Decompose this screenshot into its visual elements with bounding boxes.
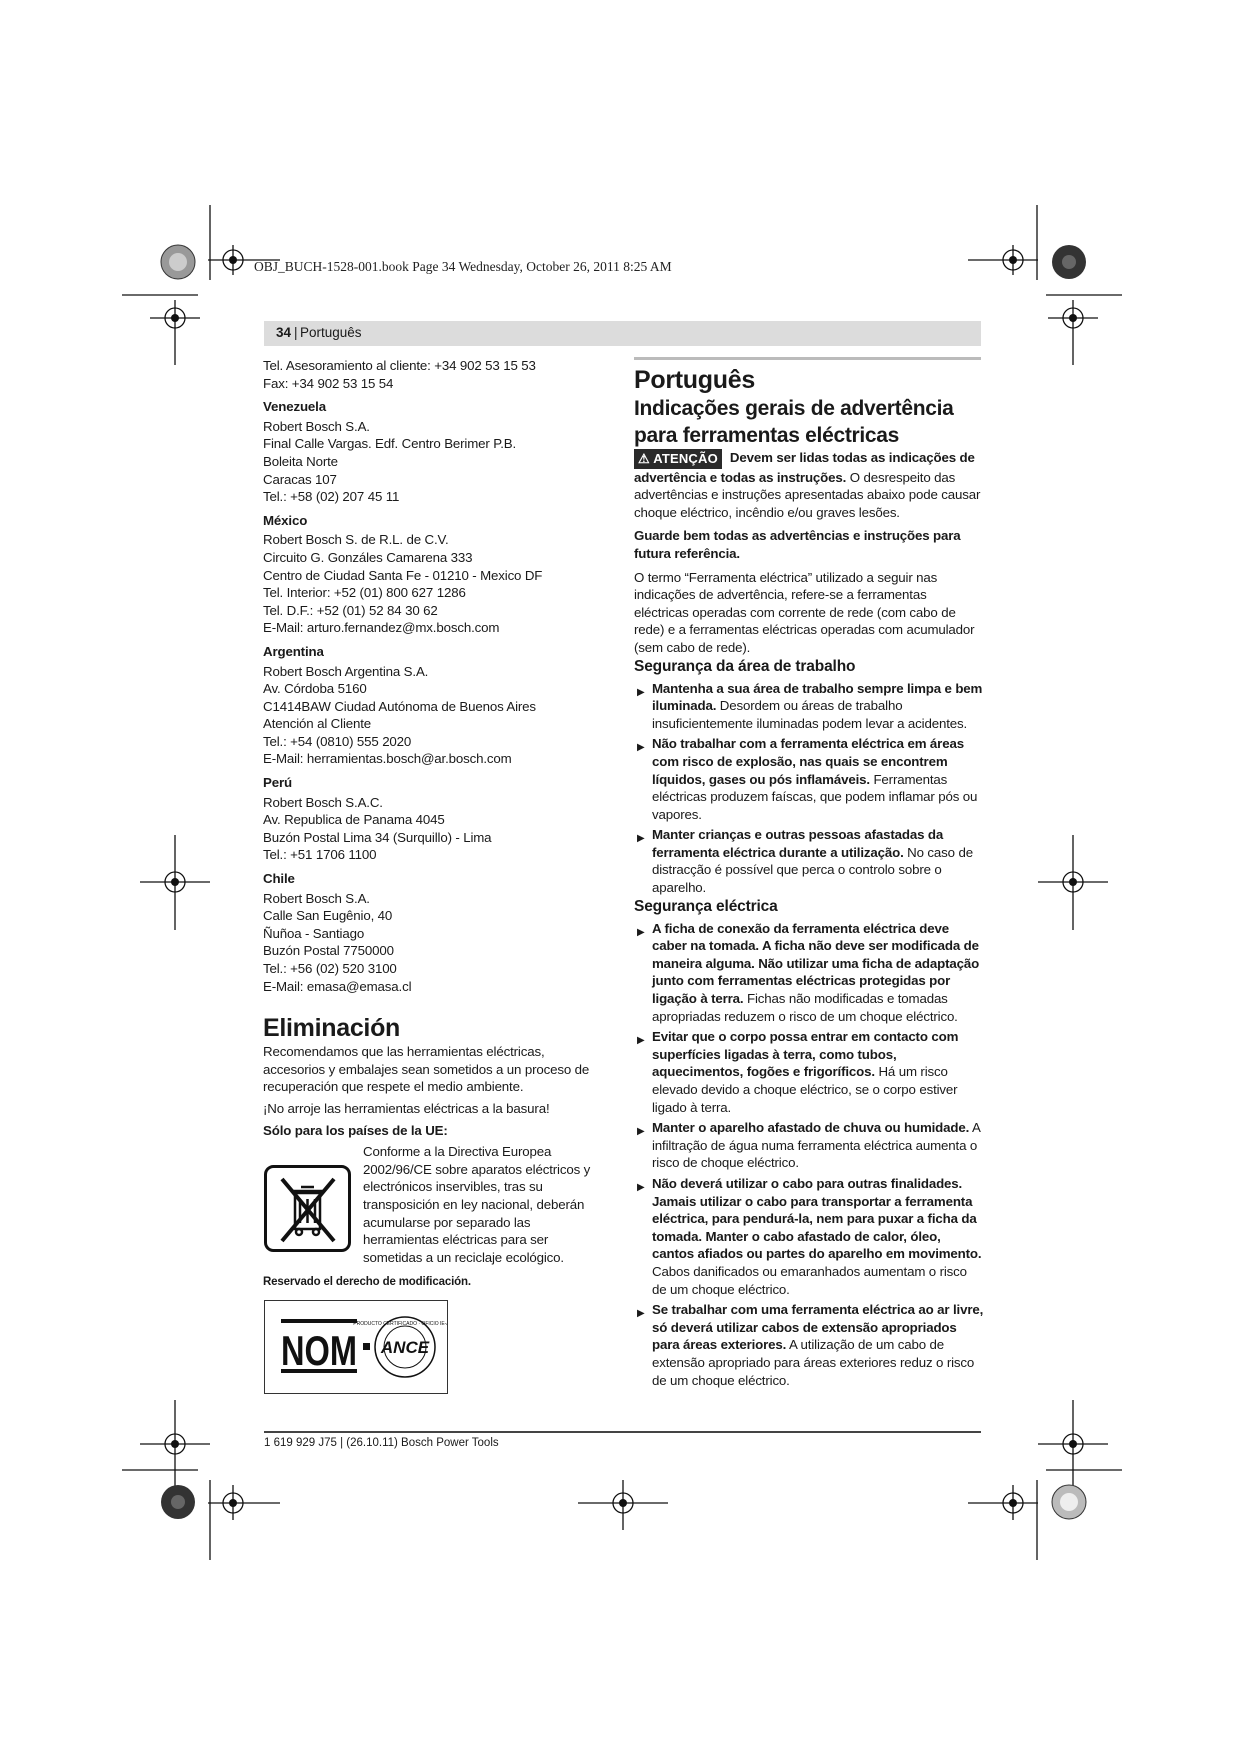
- list-item: [634, 826, 984, 896]
- address-line: Robert Bosch S.A.: [263, 890, 370, 906]
- list-item-text: Desordem ou áreas de trabalho insuficientemente iluminadas podem levar a acidentes.: [652, 698, 968, 731]
- weee-directive-text: Conforme a la Directiva Europea 2002/96/CE sobre aparatos eléctricos y electrónicos inservibles, tras su transposición en ley nacional, deberán acumularse por separado las herramientas eléctricas para ser sometidas a un reciclaje ecológico.: [363, 1144, 591, 1265]
- country-heading-peru: Perú: [263, 775, 292, 791]
- list-item-text: A infiltração de água numa ferramenta eléctrica aumenta o risco de choque eléctrico.: [652, 1120, 980, 1171]
- list-item-text: Há um risco elevado devido a choque eléctrico, se o corpo estiver ligado à terra.: [652, 1064, 958, 1115]
- header-language: Português: [300, 325, 362, 340]
- bullet-triangle-icon: ▶: [637, 742, 645, 754]
- page-title: Português: [634, 366, 755, 394]
- address-line: C1414BAW Ciudad Autónoma de Buenos Aires: [263, 698, 536, 714]
- nom-logo-graphic: [265, 1301, 447, 1393]
- warning-badge: [634, 449, 722, 469]
- address-line: Tel. D.F.: +52 (01) 52 84 30 62: [263, 602, 438, 618]
- address-line: Robert Bosch S. de R.L. de C.V.: [263, 532, 449, 548]
- nom-ance-certification-logo: [264, 1300, 448, 1394]
- warning-bold-text: Devem ser lidas todas as indicações de advertência e todas as instruções.: [634, 450, 975, 485]
- section-title: Indicações gerais de advertência para ferramentas eléctricas: [634, 397, 954, 447]
- list-item-bold: Manter crianças e outras pessoas afastadas da ferramenta eléctrica durante a utilização.: [652, 827, 944, 860]
- address-line: E-Mail: herramientas.bosch@ar.bosch.com: [263, 751, 512, 767]
- warning-label: ATENÇÃO: [653, 451, 718, 466]
- ance-ring-text: PRODUCTO CERTIFICADO · OFICIO IE-ADE: [353, 1321, 447, 1327]
- warning-body-text: O desrespeito das advertências e instruções apresentadas abaixo pode causar choque eléctrico, incêndio e/ou graves lesões.: [634, 469, 981, 520]
- country-heading-venezuela: Venezuela: [263, 399, 326, 415]
- list-item-bold: A ficha de conexão da ferramenta eléctrica deve caber na tomada. A ficha não deve ser modificada de maneira alguma. Não utilizar uma ficha de adaptação junto com ferramentas eléctricas protegidas por ligação à terra.: [652, 920, 980, 1007]
- text-line: Fax: +34 902 53 15 54: [263, 375, 394, 391]
- bullet-triangle-icon: ▶: [637, 686, 645, 698]
- address-line: Av. Republica de Panama 4045: [263, 812, 445, 828]
- print-slug: OBJ_BUCH-1528-001.book Page 34 Wednesday, October 26, 2011 8:25 AM: [254, 259, 672, 274]
- list-item: [634, 1119, 984, 1172]
- reserved-rights: Reservado el derecho de modificación.: [263, 1276, 471, 1289]
- address-line: E-Mail: emasa@emasa.cl: [263, 978, 412, 994]
- footer-rule: [264, 1431, 981, 1433]
- address-line: Robert Bosch S.A.: [263, 418, 370, 434]
- address-line: Atención al Cliente: [263, 716, 372, 732]
- list-item: [634, 920, 984, 1026]
- address-line: Circuito G. Gonzáles Camarena 333: [263, 549, 473, 565]
- page-number: 34: [276, 325, 292, 340]
- list-item-bold: Evitar que o corpo possa entrar em contacto com superfícies ligadas à terra, como tubos, aquecimentos, fogões e frigoríficos.: [652, 1029, 959, 1080]
- eu-only-label: Sólo para los países de la UE:: [263, 1122, 448, 1138]
- keep-instructions: Guarde bem todas as advertências e instruções para futura referência.: [634, 528, 961, 561]
- bullet-triangle-icon: ▶: [637, 833, 645, 845]
- address-line: Boleita Norte: [263, 453, 338, 469]
- bullet-triangle-icon: ▶: [637, 1126, 645, 1138]
- subsection-electrical: Segurança eléctrica: [634, 897, 778, 915]
- address-line: Calle San Eugênio, 40: [263, 908, 393, 924]
- list-item-text: Cabos danificados ou emaranhados aumentam o risco de um choque eléctrico.: [652, 1263, 967, 1297]
- address-line: Buzón Postal Lima 34 (Surquillo) - Lima: [263, 829, 492, 845]
- right-column: [634, 357, 984, 1389]
- address-line: E-Mail: arturo.fernandez@mx.bosch.com: [263, 620, 500, 636]
- list-item: [634, 680, 984, 733]
- page-header: [264, 321, 981, 346]
- address-line: Robert Bosch S.A.C.: [263, 794, 383, 810]
- bullet-triangle-icon: ▶: [637, 926, 645, 938]
- address-line: Buzón Postal 7750000: [263, 943, 394, 959]
- country-heading-mexico: México: [263, 512, 308, 528]
- subsection-work-area: Segurança da área de trabalho: [634, 657, 856, 675]
- bullet-triangle-icon: ▶: [637, 1035, 645, 1047]
- list-item-bold: Manter o aparelho afastado de chuva ou humidade.: [652, 1120, 970, 1136]
- list-item-text: Fichas não modificadas e tomadas apropriadas reduzem o risco de um choque eléctrico.: [652, 991, 958, 1024]
- list-item-text: No caso de distracção é possível que perca o controlo sobre o aparelho.: [652, 844, 973, 896]
- text-line: Tel. Asesoramiento al cliente: +34 902 53 15 53: [263, 358, 536, 373]
- list-item: [634, 1175, 984, 1298]
- address-line: Ñuñoa - Santiago: [263, 925, 365, 941]
- term-definition: O termo “Ferramenta eléctrica” utilizado a seguir nas indicações de advertência, refere-se a ferramentas eléctricas operadas com corrente de rede (com cabo de rede) e a ferramentas eléctricas operadas com acumulador (sem cabo de rede).: [634, 569, 975, 655]
- address-line: Final Calle Vargas. Edf. Centro Berimer P.B.: [263, 436, 517, 452]
- address-line: Tel.: +58 (02) 207 45 11: [263, 489, 400, 505]
- list-item-text: A utilização de um cabo de extensão apropriado para áreas exteriores reduz o risco de um choque eléctrico.: [652, 1337, 975, 1388]
- disposal-paragraph: Recomendamos que las herramientas eléctricas, accesorios y embalajes sean sometidos a un proceso de recuperación que respete el medio ambiente.: [263, 1044, 590, 1095]
- address-line: Av. Córdoba 5160: [263, 681, 367, 697]
- address-line: Centro de Ciudad Santa Fe - 01210 - Mexico DF: [263, 567, 543, 583]
- warning-paragraph: [634, 449, 984, 521]
- disposal-warning: ¡No arroje las herramientas eléctricas a la basura!: [263, 1100, 550, 1116]
- ance-text: ANCE: [380, 1338, 430, 1357]
- weee-bin-icon: [264, 1165, 351, 1252]
- nom-text: NOM: [281, 1327, 357, 1374]
- country-heading-argentina: Argentina: [263, 643, 324, 659]
- list-item: [634, 1028, 984, 1116]
- address-line: Tel.: +56 (02) 520 3100: [263, 961, 397, 976]
- bullet-triangle-icon: ▶: [637, 1308, 645, 1320]
- page-footer: 1 619 929 J75 | (26.10.11) Bosch Power Tools: [264, 1437, 499, 1449]
- address-line: Tel.: +51 1706 1100: [263, 847, 377, 863]
- list-item-bold: Não deverá utilizar o cabo para outras finalidades. Jamais utilizar o cabo para transportar a ferramenta eléctrica, para pendurá-la, nem para puxar a ficha da tomada. Manter o cabo afastado de calor, óleo, cantos afiados ou partes do aparelho em movimento.: [652, 1175, 982, 1262]
- header-separator: |: [294, 325, 298, 340]
- list-item-bold: Se trabalhar com uma ferramenta eléctrica ao ar livre, só deverá utilizar cabos de extensão apropriados para áreas exteriores.: [652, 1302, 984, 1353]
- list-item-bold: Mantenha a sua área de trabalho sempre limpa e bem iluminada.: [652, 680, 983, 714]
- address-line: Tel. Interior: +52 (01) 800 627 1286: [263, 585, 466, 601]
- warning-triangle-icon: ⚠: [638, 451, 650, 466]
- address-line: Caracas 107: [263, 471, 337, 487]
- list-item-bold: Não trabalhar com a ferramenta eléctrica em áreas com risco de explosão, nas quais se encontrem líquidos, gases ou pós inflamáveis.: [652, 736, 964, 787]
- list-item-text: Ferramentas eléctricas produzem faíscas, que podem inflamar pós ou vapores.: [652, 771, 978, 822]
- address-line: Robert Bosch Argentina S.A.: [263, 663, 429, 679]
- section-title-eliminacion: Eliminación: [263, 1014, 401, 1043]
- list-item: [634, 735, 984, 823]
- country-heading-chile: Chile: [263, 871, 295, 887]
- address-line: Tel.: +54 (0810) 555 2020: [263, 733, 412, 749]
- bullet-triangle-icon: ▶: [637, 1181, 645, 1193]
- list-item: [634, 1301, 984, 1389]
- left-column: [263, 357, 608, 1292]
